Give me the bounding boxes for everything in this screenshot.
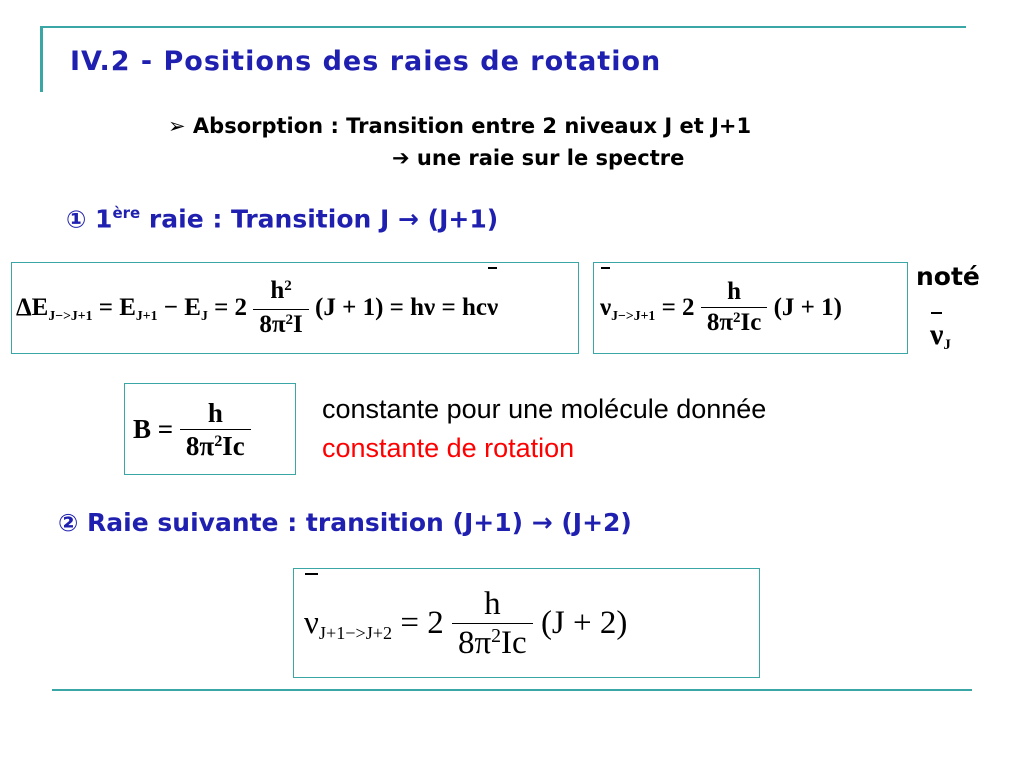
absorption-text: Absorption : Transition entre 2 niveaux J et J+1 [192, 114, 752, 138]
eq1-sub2: J+1 [135, 307, 158, 323]
eq2-sub: J−>J+1 [611, 307, 656, 323]
eq2-den-exp: 2 [733, 310, 741, 327]
eq2-den-end: Ic [740, 309, 762, 337]
eq3-den-exp: 2 [491, 625, 502, 648]
wavenumber-equation-box [593, 262, 908, 354]
eq3-sub: J+1−>J+2 [318, 623, 393, 644]
eq3-den-end: Ic [501, 624, 527, 661]
energy-equation-box [11, 262, 579, 354]
eqb-num: h [207, 398, 223, 429]
eq2-coef: = 2 [655, 294, 695, 321]
top-rule [40, 26, 966, 28]
eq1-eq: = E [92, 294, 136, 321]
eq1-tail: (J + 1) = hν = hc [315, 294, 487, 321]
next-line-equation [304, 579, 627, 671]
eqb-den: 8π [185, 431, 215, 462]
eq2-nu-bar: ν [600, 273, 611, 343]
second-line-heading [58, 508, 632, 537]
note-symbol [930, 318, 951, 352]
eqb-lhs: B = [133, 414, 180, 444]
eq3-den: 8π [457, 624, 492, 661]
right-arrow-icon: ➔ [392, 146, 410, 170]
note-sub: J [943, 337, 951, 354]
eq3-coef: = 2 [392, 605, 444, 641]
eq1-coef: = 2 [207, 294, 248, 321]
eq2-fraction [701, 277, 768, 341]
note-nu-bar: ν [930, 318, 944, 351]
eq3-fraction [452, 585, 533, 666]
eq1-num: h [270, 276, 285, 304]
eq2-num: h [727, 278, 742, 306]
absorption-line [168, 114, 751, 138]
eq1-fraction [253, 276, 308, 343]
first-line-superscript: ère [112, 204, 141, 222]
consequence-line [392, 146, 684, 170]
nu-bar: ν [487, 273, 498, 343]
circled-two-icon: ② [58, 509, 79, 537]
eq2-den: 8π [706, 309, 734, 337]
rotation-constant-equation [133, 394, 251, 466]
rotation-constant-box [124, 383, 296, 475]
eqb-den-end: Ic [222, 431, 245, 462]
eq1-den: 8π [259, 310, 286, 338]
left-accent-rule [40, 26, 43, 92]
eq1-minus: − E [157, 294, 201, 321]
energy-equation [16, 273, 498, 346]
first-line-text: raie : Transition J → (J+1) [148, 204, 499, 234]
delta-e: ΔE [16, 294, 49, 321]
eqb-den-exp: 2 [214, 432, 223, 451]
eq1-num-exp: 2 [284, 277, 292, 294]
eq1-sub1: J−>J+1 [48, 307, 93, 323]
second-line-text: Raie suivante : transition (J+1) → (J+2) [87, 508, 632, 537]
eq1-den-exp: 2 [285, 311, 294, 328]
b-description-line2: constante de rotation [322, 433, 575, 463]
eq1-den-end: I [293, 310, 303, 338]
eq3-nu-bar: ν [304, 579, 319, 667]
bottom-rule [52, 689, 972, 691]
circled-one-icon: ① [66, 205, 87, 234]
eqb-fraction [180, 397, 251, 466]
next-line-equation-box [293, 568, 760, 678]
b-description-line1: constante pour une molécule donnée [322, 394, 767, 424]
eq3-num: h [484, 585, 501, 622]
eq2-tail: (J + 1) [773, 294, 842, 321]
first-line-heading [66, 204, 498, 233]
arrowhead-bullet-icon: ➢ [168, 114, 186, 138]
eq1-sub3: J [200, 307, 208, 323]
slide-title: IV.2 - Positions des raies de rotation [70, 46, 662, 77]
wavenumber-equation [600, 273, 842, 346]
note-label: noté [916, 262, 980, 291]
first-line-number: 1 [95, 204, 113, 234]
consequence-text: une raie sur le spectre [416, 146, 685, 170]
eq3-tail: (J + 2) [540, 605, 628, 641]
